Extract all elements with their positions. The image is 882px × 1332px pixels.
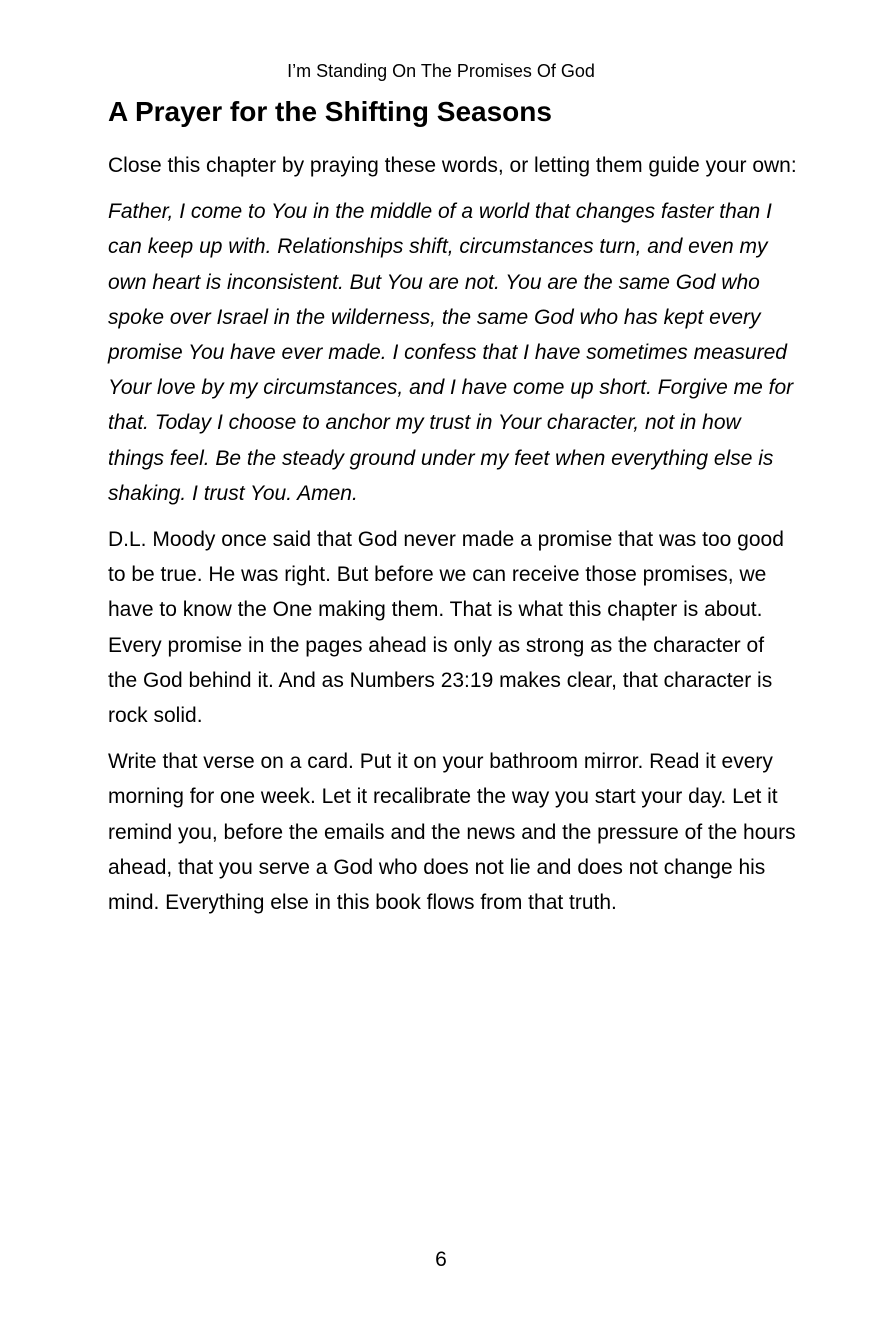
body-paragraph: Write that verse on a card. Put it on your bathroom mirror. Read it every morning for one week. Let it recalibrate the way you start your day. Let it remind you, before the emails and the news and the pressure of the hours ahead, that you serve a God who does not lie and does not change his mind. Everything else in this book flows from that truth. <box>108 750 796 915</box>
body-paragraph: D.L. Moody once said that God never made a promise that was too good to be true. He was right. But before we can receive those promises, we have to know the One making them. That is what this chapter is about. Every promise in the pages ahead is only as strong as the character of the God behind it. And as Numbers 23:19 makes clear, that character is rock solid. <box>108 528 784 728</box>
running-header: I’m Standing On The Promises Of God <box>287 61 595 81</box>
page-content <box>108 94 798 931</box>
intro-paragraph: Close this chapter by praying these words, or letting them guide your own: <box>108 154 797 177</box>
prayer-paragraph: Father, I come to You in the middle of a world that changes faster than I can keep up with. Relationships shift, circumstances turn, and even my own heart is inconsistent. But You are not. You are the same God who spoke over Israel in the wilderness, the same God who has kept every promise You have ever made. I confess that I have sometimes measured Your love by my circumstances, and I have come up short. Forgive me for that. Today I choose to anchor my trust in Your character, not in how things feel. Be the steady ground under my feet when everything else is shaking. I trust You. Amen. <box>108 200 794 505</box>
section-heading: A Prayer for the Shifting Seasons <box>108 96 552 127</box>
page-number: 6 <box>435 1248 447 1271</box>
